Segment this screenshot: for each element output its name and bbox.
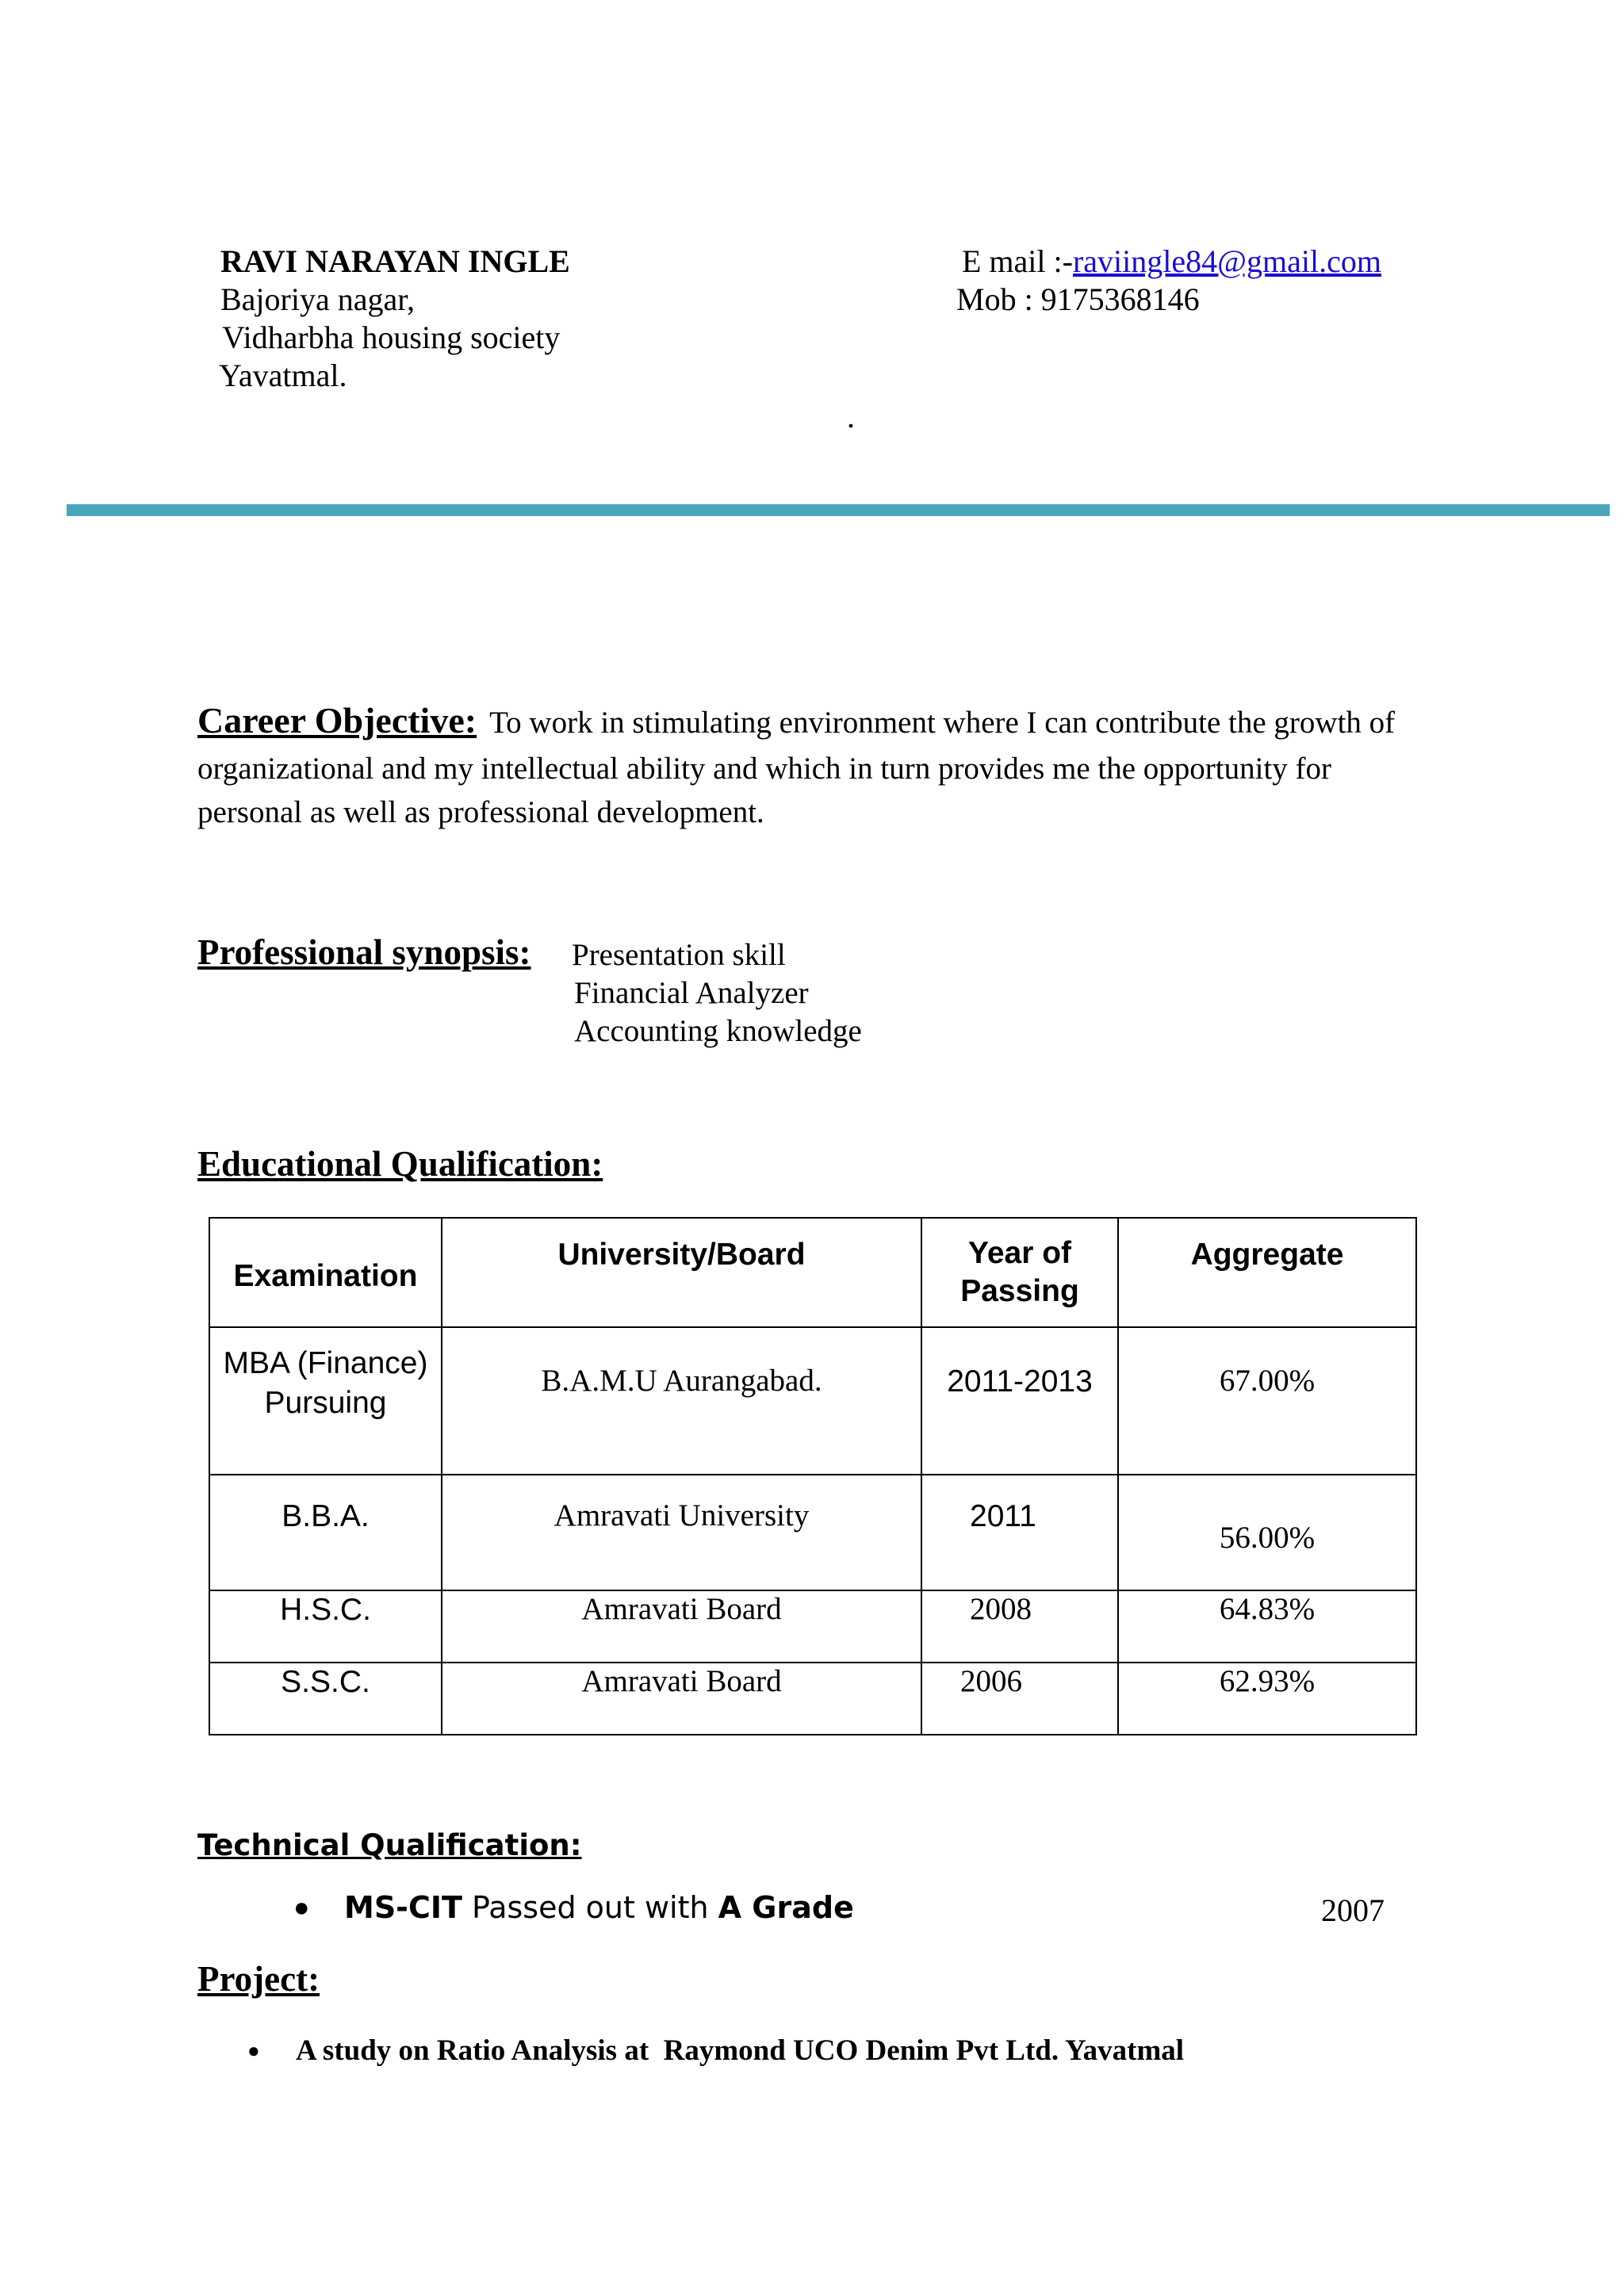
- technical-item-grade: A Grade: [718, 1890, 854, 1925]
- education-table: [209, 1217, 1417, 1735]
- table-row: [209, 1327, 1416, 1475]
- technical-item: [344, 1890, 854, 1925]
- cell-board: Amravati Board: [442, 1663, 921, 1735]
- column-header-year: [921, 1218, 1118, 1327]
- email-line: [962, 243, 1381, 281]
- header-divider: [67, 504, 1610, 516]
- header-dot: .: [847, 399, 855, 434]
- email-link[interactable]: raviingle84@gmail.com: [1072, 243, 1381, 279]
- table-row: [209, 1663, 1416, 1735]
- project-heading: Project:: [197, 1959, 320, 1999]
- cell-exam: [209, 1327, 442, 1475]
- professional-synopsis-heading: Professional synopsis:: [197, 932, 531, 972]
- email-label: E mail :-: [962, 243, 1073, 279]
- education-heading: Educational Qualification:: [197, 1144, 603, 1184]
- technical-item-name: MS-CIT: [344, 1890, 462, 1925]
- cell-exam: S.S.C.: [209, 1663, 442, 1735]
- cell-exam: B.B.A.: [209, 1475, 442, 1590]
- column-header-university: University/Board: [442, 1218, 921, 1327]
- column-header-year-line-1: Year of: [967, 1236, 1072, 1270]
- bullet-icon: ●: [247, 2039, 260, 2062]
- cell-aggregate: 64.83%: [1118, 1590, 1416, 1663]
- cell-year: 2011-2013: [921, 1327, 1118, 1475]
- address-line-3: Yavatmal.: [219, 358, 347, 393]
- table-row: [209, 1475, 1416, 1590]
- career-objective-text-3: personal as well as professional development.: [197, 795, 764, 829]
- table-header-row: [209, 1218, 1416, 1327]
- career-objective-line-1: [197, 699, 1395, 744]
- cell-exam-line-1: MBA (Finance): [223, 1346, 428, 1380]
- technical-year: 2007: [1321, 1892, 1385, 1928]
- cell-year: 2008: [921, 1590, 1118, 1663]
- cell-board: B.A.M.U Aurangabad.: [442, 1327, 921, 1475]
- table-row: [209, 1590, 1416, 1663]
- column-header-aggregate: Aggregate: [1118, 1218, 1416, 1327]
- cell-aggregate: 67.00%: [1118, 1327, 1416, 1475]
- career-objective-heading: Career Objective:: [197, 700, 477, 740]
- cell-year: 2006: [921, 1663, 1118, 1735]
- cell-aggregate: 62.93%: [1118, 1663, 1416, 1735]
- address-line-2: Vidharbha housing society: [222, 320, 561, 355]
- mobile-number: Mob : 9175368146: [956, 281, 1200, 317]
- cell-exam-line-2: Pursuing: [264, 1386, 387, 1420]
- project-item: A study on Ratio Analysis at Raymond UCO Denim Pvt Ltd. Yavatmal: [296, 2034, 1185, 2067]
- career-objective-text-2: organizational and my intellectual ability and which in turn provides me the opportunity for: [197, 752, 1332, 786]
- cell-exam: H.S.C.: [209, 1590, 442, 1663]
- technical-item-text: Passed out with: [462, 1890, 718, 1925]
- address-line-1: Bajoriya nagar,: [220, 281, 415, 317]
- cell-board: Amravati University: [442, 1475, 921, 1590]
- bullet-icon: ●: [293, 1893, 310, 1923]
- column-header-year-line-2: Passing: [960, 1274, 1079, 1308]
- technical-heading: Technical Qualification:: [197, 1828, 582, 1862]
- cell-aggregate: 56.00%: [1118, 1475, 1416, 1590]
- candidate-name: RAVI NARAYAN INGLE: [220, 243, 570, 279]
- column-header-examination: Examination: [209, 1218, 442, 1327]
- career-objective-text-1: To work in stimulating environment where I can contribute the growth of: [489, 706, 1396, 740]
- synopsis-item: Presentation skill: [572, 938, 786, 972]
- synopsis-item: Accounting knowledge: [574, 1014, 862, 1048]
- cell-year: 2011: [921, 1475, 1118, 1590]
- synopsis-item: Financial Analyzer: [574, 976, 809, 1010]
- cell-board: Amravati Board: [442, 1590, 921, 1663]
